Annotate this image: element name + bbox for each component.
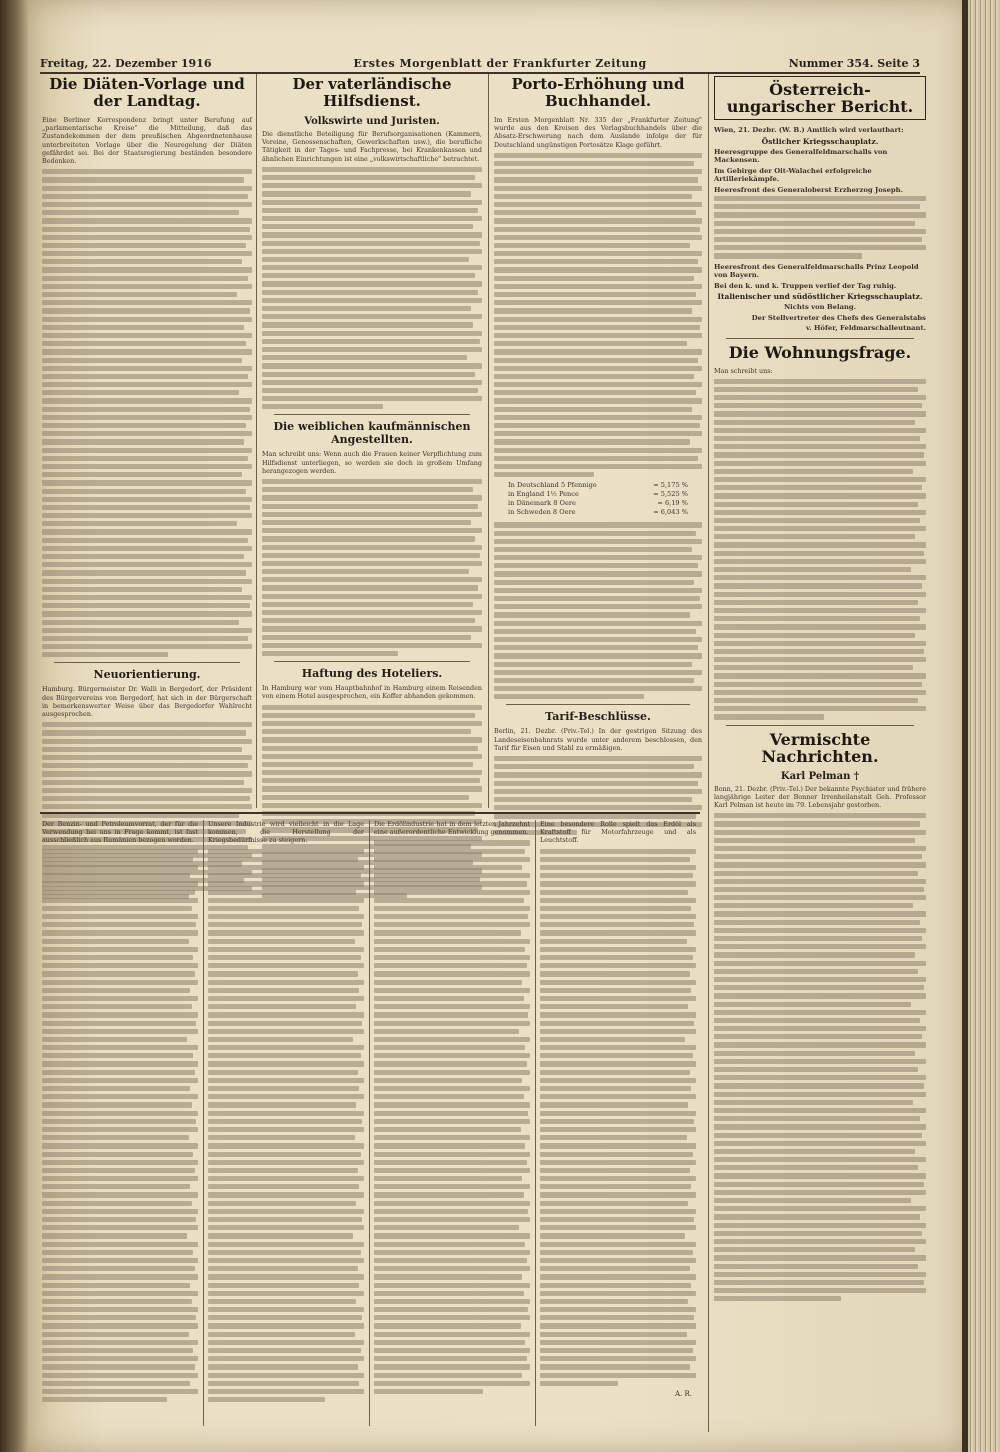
article-lead-angestellte: Man schreibt uns: Wenn auch die Frauen keiner Verpflichtung zum Hilfsdienst unterliegen, so werden sie doch in großem Umfang herangezogen werden. [262, 450, 482, 475]
book-spine [0, 0, 28, 1452]
column-rule [369, 820, 370, 1426]
body-text-block [494, 153, 702, 478]
porto-table-label: in Dänemark 8 Oere [508, 499, 576, 508]
header-date: Freitag, 22. Dezember 1916 [40, 56, 212, 70]
body-text-block [714, 196, 926, 259]
porto-table-value: = 6,043 % [653, 508, 688, 517]
article-lead-neuorientierung: Hamburg. Bürgermeister Dr. Walli in Bergedorf, der Präsident des Bürgervereins von Bergedorf, hat sich in der Bürgerschaft in bemerkenswerter Weise über das Bergedorfer Wahlrecht ausgesprochen. [42, 685, 252, 719]
bericht-section-ost: Östlicher Kriegsschauplatz. [761, 136, 879, 146]
column-2 [262, 74, 482, 902]
bottom-column-4 [540, 820, 696, 1398]
porto-table-label: in Schweden 8 Oere [508, 508, 576, 517]
article-lead-diaeten: Eine Berliner Korrespondenz bringt unter Berufung auf „parlamentarische Kreise" die Mitteilung, daß das Zustandekommen der dem preußischen Abgeordnetenhause unterbreiteten Vorlage über die Neuregelung der Diäten gefährdet sei. Bei der Staatsregierung beständen besondere Bedenken. [42, 116, 252, 166]
article-lead-porto: Im Ersten Morgenblatt Nr. 335 der „Frankfurter Zeitung" wurde aus den Kreisen des Verlagsbuchhandels über die Absatz-Erschwerung nach dem Auslande infolge der für Deutschland ungünstigen Portosätze Klage geführt. [494, 116, 702, 149]
bericht-nothing: Nichts von Belang. [783, 303, 857, 311]
bericht-note: Bei den k. und k. Truppen verlief der Tag ruhig. [714, 281, 897, 290]
header-masthead: Erstes Morgenblatt der Frankfurter Zeitung [353, 56, 647, 70]
header-page-number: Nummer 354. Seite 3 [788, 56, 920, 70]
article-subtitle-volkswirte: Volkswirte und Juristen. [304, 116, 440, 127]
porto-table-row [508, 508, 688, 517]
body-text-block [714, 813, 926, 1301]
article-subtitle-pelman: Karl Pelman † [780, 770, 860, 782]
article-title-wohnungsfrage: Die Wohnungsfrage. [728, 342, 912, 362]
porto-table [508, 481, 688, 517]
bottom-snippet: Der Benzin- und Petroleumvorrat, der für die Verwendung bei uns in Frage kommt, ist fast ausschließlich aus Rumänien bezogen worden. [42, 820, 198, 845]
bottom-signoff: A. R. [674, 1389, 692, 1398]
article-title-hoteliers: Haftung des Hoteliers. [301, 667, 443, 681]
section-divider [54, 662, 240, 663]
bottom-feuilleton [40, 812, 700, 1434]
column-1 [42, 74, 252, 903]
stacked-page-edges [968, 0, 1000, 1452]
bericht-section-italien: Italienischer und südöstlicher Kriegsschauplatz. [717, 292, 923, 301]
article-title-vermischte: Vermischte Nachrichten. [761, 729, 879, 766]
bericht-signature: v. Höfer, Feldmarschalleutnant. [806, 324, 926, 332]
porto-table-row [508, 481, 688, 490]
section-divider [274, 414, 470, 415]
bericht-signature: Der Stellvertreter des Chefs des Generalstabs [751, 313, 926, 322]
porto-table-row [508, 490, 688, 499]
bericht-dateline: Wien, 21. Dezbr. (W. B.) Amtlich wird verlautbart: [714, 126, 904, 134]
article-lead-hilfsdienst: Die dienstliche Beteiligung für Berufsorganisationen (Kammern, Vereine, Genossenschaften, Gewerkschaften usw.), die berufliche Tätigkeit in der Tages- und Fachpresse, bei Krankenkassen und ähnlichen Einrichtungen ist eine „volkswirtschaftliche" betrachtet. [262, 130, 482, 163]
section-divider [506, 704, 690, 705]
body-text-block [540, 849, 696, 1386]
bericht-item: Heeresfront des Generalfeldmarschalls Prinz Leopold von Bayern. [714, 262, 919, 279]
bericht-item: Heeresfront des Generaloberst Erzherzog Joseph. [714, 185, 903, 194]
article-byline-wohnungsfrage: Man schreibt uns: [714, 366, 773, 375]
article-lead-hoteliers: In Hamburg war vom Hauptbahnhof in Hamburg einem Reisenden von einem Hotel ausgesprochen, ein Koffer abhanden gekommen. [262, 684, 482, 701]
article-title-tarif: Tarif-Beschlüsse. [545, 710, 651, 724]
section-divider [726, 725, 914, 726]
article-title-bericht: Österreich-ungarischer Bericht. [714, 76, 926, 120]
body-text-block [494, 522, 702, 699]
column-4 [714, 74, 926, 1305]
porto-table-label: In Deutschland 5 Pfennige [508, 481, 597, 490]
article-title-angestellte: Die weiblichen kaufmännischen Angestellten. [273, 420, 471, 447]
body-text-block [42, 849, 198, 1403]
bottom-snippet: Unsere Industrie wird vielleicht in die Lage kommen, die Herstellung der Kriegsbedürfnisse zu steigern. [208, 820, 364, 845]
column-rule [488, 74, 489, 808]
porto-table-value: = 6,19 % [657, 499, 688, 508]
article-lead-pelman: Bonn, 21. Dezbr. (Priv.-Tel.) Der bekannte Psychiater und frühere langjährige Leiter der Bonner Irrenheilanstalt Geh. Professor Karl Pelman ist heute im 79. Lebensjahr gestorben. [714, 784, 926, 809]
section-divider [274, 661, 470, 662]
porto-table-label: in England 1½ Pence [508, 490, 579, 499]
bericht-item: Heeresgruppe des Generalfeldmarschalls von Mackensen. [714, 147, 888, 164]
article-lead-tarif: Berlin, 21. Dezbr. (Priv.-Tel.) In der gestrigen Sitzung des Landeseisenbahnrats wurde unter anderem beschlossen, den Tarif für Eisen und Stahl zu ermäßigen. [494, 727, 702, 752]
article-title-neuorientierung: Neuorientierung. [93, 668, 201, 682]
bottom-column-3 [374, 820, 530, 1398]
body-text-block [208, 849, 364, 1403]
article-title-hilfsdienst: Der vaterländische Hilfsdienst. [292, 75, 452, 110]
bottom-column-1 [42, 820, 198, 1406]
bottom-snippet: Eine besondere Rolle spielt das Erdöl als Kraftstoff für Motorfahrzeuge und als Leuchtstoff. [540, 820, 696, 845]
porto-table-value: = 5,525 % [653, 490, 688, 499]
bottom-column-2 [208, 820, 364, 1406]
body-text-block [714, 379, 926, 720]
bottom-snippet: Die Erdölindustrie hat in dem letzten Jahrzehnt eine außerordentliche Entwicklung genommen. [374, 820, 530, 837]
article-title-diaeten: Die Diäten-Vorlage und der Landtag. [49, 75, 245, 110]
column-rule [256, 74, 257, 808]
body-text-block [262, 479, 482, 656]
column-rule [203, 820, 204, 1426]
section-divider [726, 338, 914, 339]
column-rule [708, 74, 709, 1432]
porto-table-row [508, 499, 688, 508]
body-text-block [262, 167, 482, 410]
page-header [40, 54, 920, 74]
column-3 [494, 74, 702, 839]
body-text-block [374, 840, 530, 1394]
bericht-item: Im Gebirge der Oit-Walachei erfolgreiche Artilleriekämpfe. [714, 166, 872, 183]
article-title-porto: Porto-Erhöhung und Buchhandel. [511, 75, 685, 110]
body-text-block [42, 169, 252, 657]
porto-table-value: = 5,175 % [653, 481, 688, 490]
column-rule [535, 820, 536, 1426]
